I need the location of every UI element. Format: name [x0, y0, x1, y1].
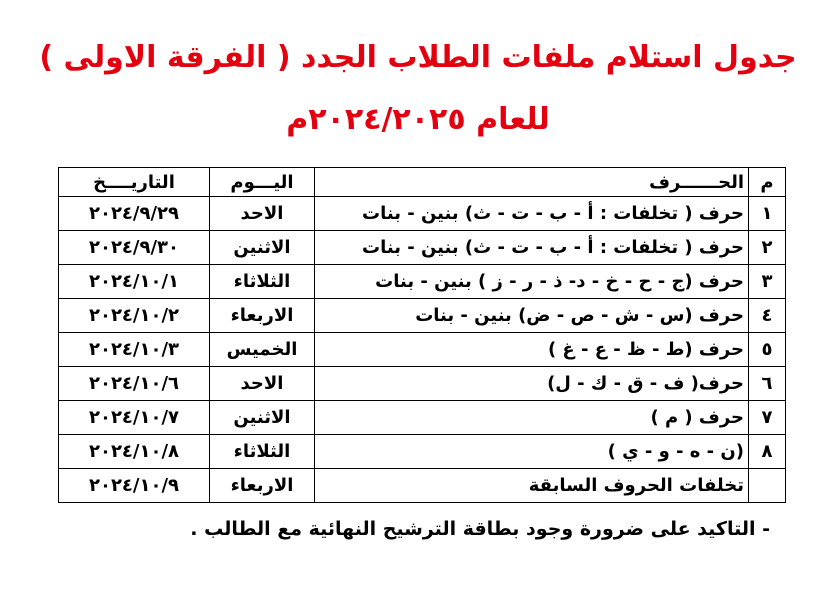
row-date: ٢٠٢٤/١٠/٦ [59, 367, 210, 401]
row-day: الاثنين [210, 231, 315, 265]
table-row [59, 299, 786, 333]
table-row [59, 231, 786, 265]
page-title: جدول استلام ملفات الطلاب الجدد ( الفرقة الاولى ) [39, 40, 797, 75]
row-number: ٤ [749, 299, 786, 333]
row-letters: حرف (ج - ح - خ - د- ذ - ر - ز ) بنين - بنات [315, 265, 749, 299]
footer-note: - التاكيد على ضرورة وجود بطاقة الترشيح النهائية مع الطالب . [190, 518, 770, 540]
header-date: التاريــــخ [59, 168, 210, 197]
table-row [59, 469, 786, 503]
table-row [59, 367, 786, 401]
row-number: ٦ [749, 367, 786, 401]
row-number: ٨ [749, 435, 786, 469]
row-day: الثلاثاء [210, 435, 315, 469]
row-date: ٢٠٢٤/١٠/٩ [59, 469, 210, 503]
table-row [59, 265, 786, 299]
page-subtitle-year: للعام ٢٠٢٤/٢٠٢٥م [286, 102, 550, 137]
row-letters: حرف (س - ش - ص - ض) بنين - بنات [315, 299, 749, 333]
row-date: ٢٠٢٤/٩/٣٠ [59, 231, 210, 265]
row-day: الاحد [210, 367, 315, 401]
header-number: م [749, 168, 786, 197]
schedule-table [58, 167, 786, 503]
row-day: الاثنين [210, 401, 315, 435]
table-header-row [59, 168, 786, 197]
header-day: اليـــوم [210, 168, 315, 197]
row-number: ٥ [749, 333, 786, 367]
row-number: ١ [749, 197, 786, 231]
table-row [59, 435, 786, 469]
table-row [59, 197, 786, 231]
row-number: ٧ [749, 401, 786, 435]
row-date: ٢٠٢٤/١٠/٢ [59, 299, 210, 333]
row-letters: تخلفات الحروف السابقة [315, 469, 749, 503]
row-day: الثلاثاء [210, 265, 315, 299]
row-day: الاربعاء [210, 469, 315, 503]
row-number [749, 469, 786, 503]
row-day: الاحد [210, 197, 315, 231]
row-date: ٢٠٢٤/١٠/٨ [59, 435, 210, 469]
row-date: ٢٠٢٤/١٠/١ [59, 265, 210, 299]
row-letters: حرف ( تخلفات : أ - ب - ت - ث) بنين - بنات [315, 197, 749, 231]
row-letters: حرف (ط - ظ - ع - غ ) [315, 333, 749, 367]
row-day: الخميس [210, 333, 315, 367]
table-row [59, 333, 786, 367]
row-letters: حرف ( تخلفات : أ - ب - ت - ث) بنين - بنات [315, 231, 749, 265]
row-number: ٢ [749, 231, 786, 265]
row-letters: حرف( ف - ق - ك - ل) [315, 367, 749, 401]
row-letters: (ن - ه - و - ي ) [315, 435, 749, 469]
row-day: الاربعاء [210, 299, 315, 333]
table-row [59, 401, 786, 435]
row-number: ٣ [749, 265, 786, 299]
header-letters: الحــــــرف [315, 168, 749, 197]
row-date: ٢٠٢٤/١٠/٧ [59, 401, 210, 435]
row-letters: حرف ( م ) [315, 401, 749, 435]
row-date: ٢٠٢٤/٩/٢٩ [59, 197, 210, 231]
row-date: ٢٠٢٤/١٠/٣ [59, 333, 210, 367]
